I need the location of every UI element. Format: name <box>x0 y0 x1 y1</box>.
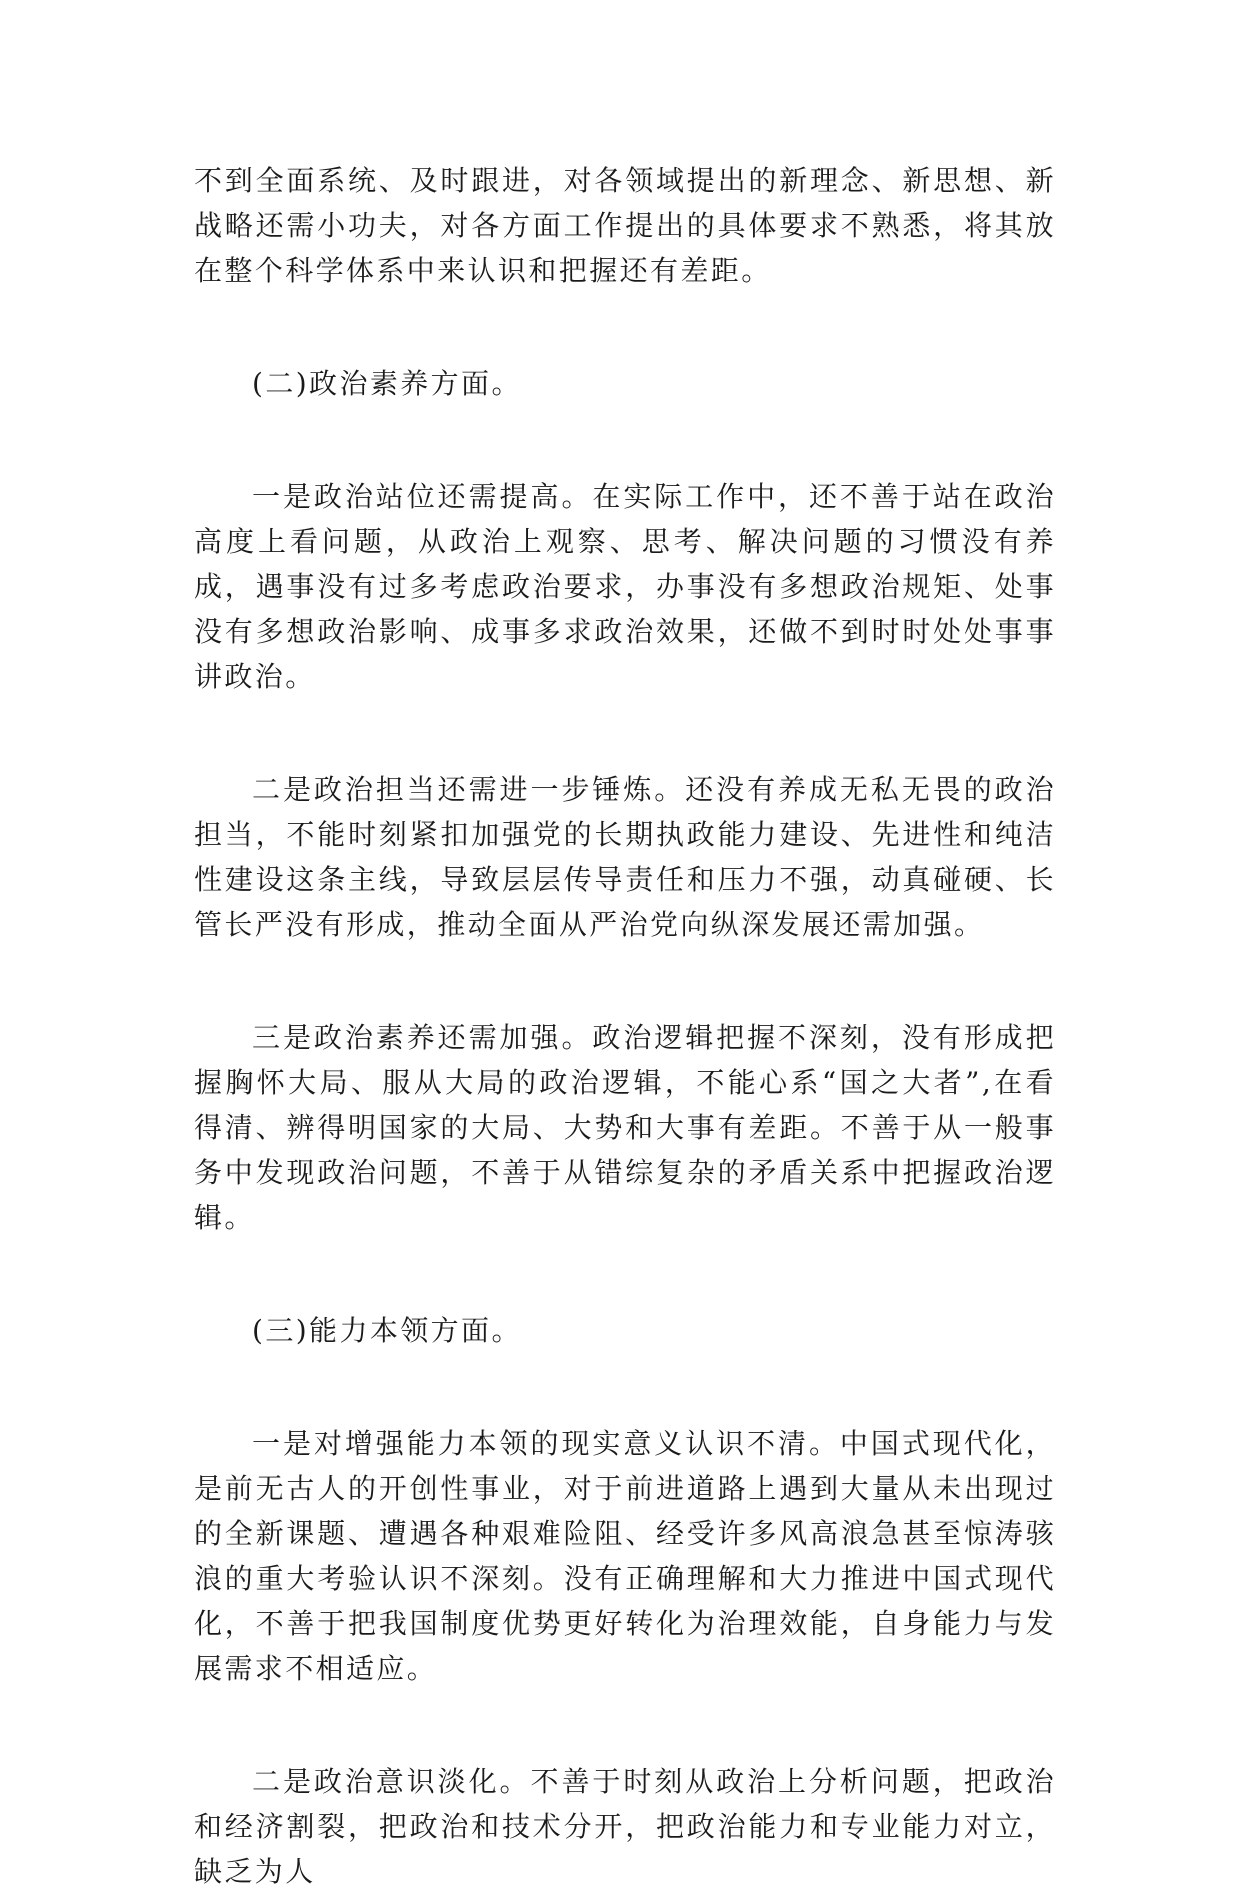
paragraph-political-responsibility: 二是政治担当还需进一步锤炼。还没有养成无私无畏的政治担当，不能时刻紧扣加强党的长期执政能力建设、先进性和纯洁性建设这条主线，导致层层传导责任和压力不强，动真碰硬、长管长严没有形成，推动全面从严治党向纵深发展还需加强。 <box>194 773 1056 941</box>
paragraph-political-consciousness: 二是政治意识淡化。不善于时刻从政治上分析问题，把政治和经济割裂，把政治和技术分开，把政治能力和专业能力对立，缺乏为人 <box>194 1765 1056 1888</box>
document-body <box>194 158 1056 1894</box>
section-heading-ability: (三)能力本领方面。 <box>252 1314 522 1347</box>
section-heading-political-literacy: (二)政治素养方面。 <box>252 367 522 400</box>
paragraph-ability-awareness: 一是对增强能力本领的现实意义认识不清。中国式现代化，是前无古人的开创性事业，对于前进道路上遇到大量从未出现过的全新课题、遭遇各种艰难险阻、经受许多风高浪急甚至惊涛骇浪的重大考验认识不深刻。没有正确理解和大力推进中国式现代化，不善于把我国制度优势更好转化为治理效能，自身能力与发展需求不相适应。 <box>194 1427 1056 1685</box>
paragraph-political-quality: 三是政治素养还需加强。政治逻辑把握不深刻，没有形成把握胸怀大局、服从大局的政治逻辑，不能心系“国之大者”,在看得清、辨得明国家的大局、大势和大事有差距。不善于从一般事务中发现政治问题，不善于从错综复杂的矛盾关系中把握政治逻辑。 <box>194 1021 1056 1234</box>
paragraph-political-stance: 一是政治站位还需提高。在实际工作中，还不善于站在政治高度上看问题，从政治上观察、思考、解决问题的习惯没有养成，遇事没有过多考虑政治要求，办事没有多想政治规矩、处事没有多想政治影响、成事多求政治效果，还做不到时时处处事事讲政治。 <box>194 480 1056 693</box>
paragraph-continuation: 不到全面系统、及时跟进，对各领域提出的新理念、新思想、新战略还需小功夫，对各方面工作提出的具体要求不熟悉，将其放在整个科学体系中来认识和把握还有差距。 <box>194 164 1056 287</box>
